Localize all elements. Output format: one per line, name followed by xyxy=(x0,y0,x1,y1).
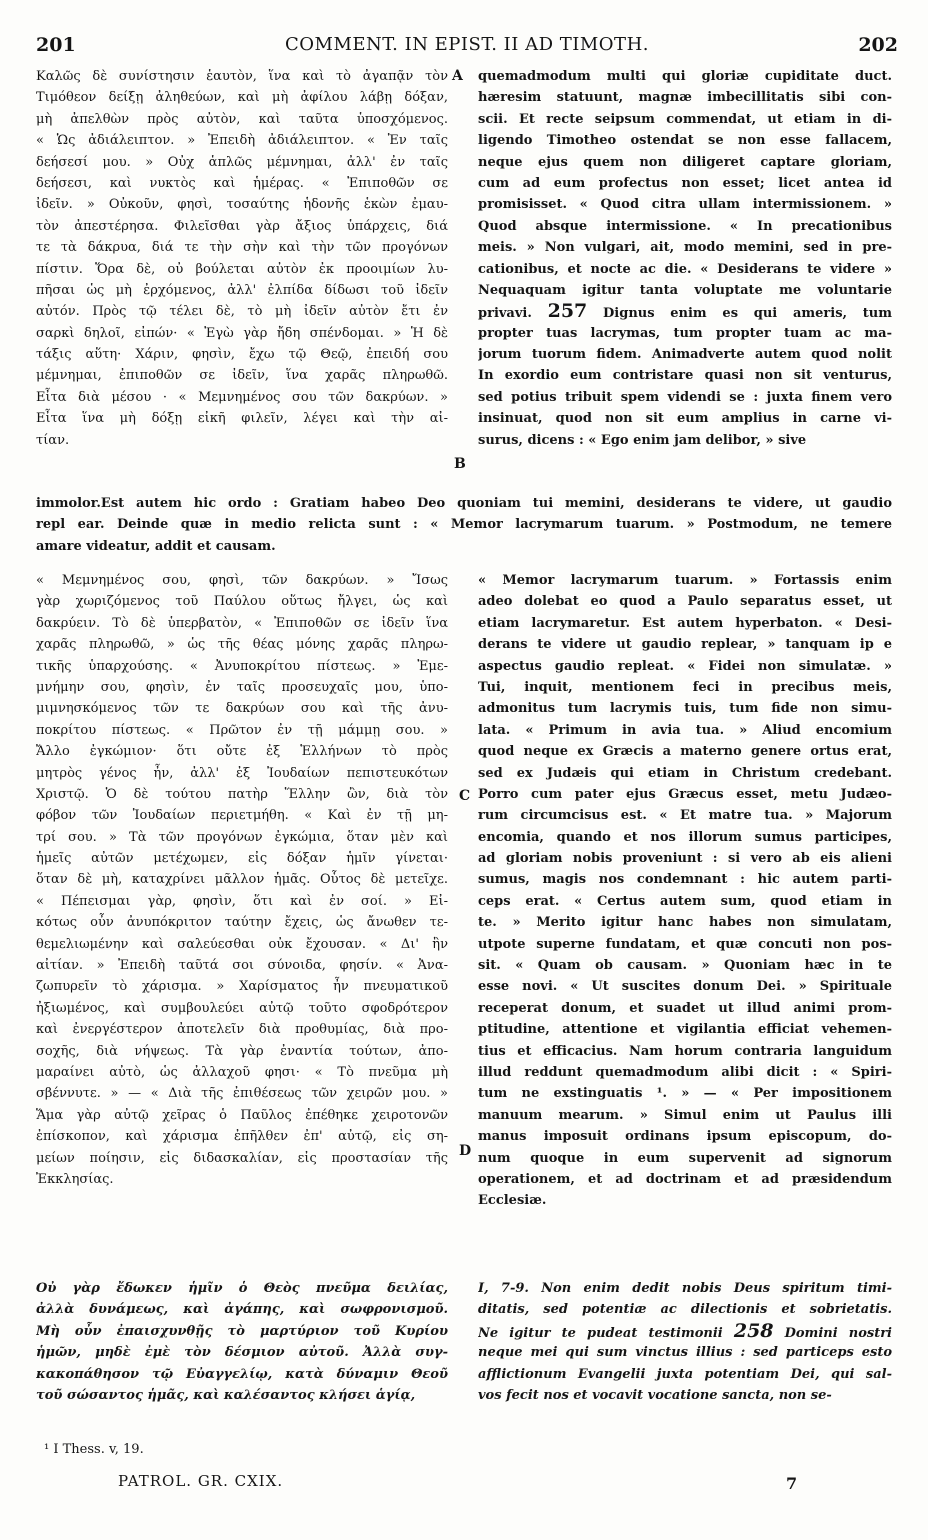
text-line: αἰτίαν. » Ἐπειδὴ ταῦτά σοι σύνοιδα, φησίν. « Ἀνα- xyxy=(36,958,448,974)
text-line: κακοπάθησον τῷ Εὐαγγελίῳ, κατὰ δύναμιν Θεοῦ xyxy=(36,1366,448,1382)
text-line: quod neque ex Græcis a materno genere ortus erat, xyxy=(478,744,892,760)
text-line: promisisset. « Quod citra ullam intermissionem. » xyxy=(478,197,892,213)
text-line: χαρᾶς πληρωθῶ, » ὡς τῆς θέας μόνης χαρᾶς πληρω- xyxy=(36,637,448,653)
text-line: repl ear. Deinde quæ in medio relicta sunt : « Memor lacrymarum tuarum. » Postmodum, ne temere xyxy=(36,517,892,533)
text-line: sed ex Judæis qui etiam in Christum credebant. xyxy=(478,765,892,781)
left-page-number: 201 xyxy=(36,34,76,56)
text-line: Εἶτα ἵνα μὴ δόξῃ εἰκῆ φιλεῖν, λέγει καὶ τὴν αἰ- xyxy=(36,411,448,427)
text-line: utpote superne fundatam, et quæ concuti non pos- xyxy=(478,936,892,952)
text-line: neque ejus quem non diligeret captare gloriam, xyxy=(478,154,892,170)
text-line: rum circumcisus est. « Et matre tua. » Majorum xyxy=(478,808,892,824)
text-line: Nequaquam igitur tanta voluptate me voluntarie xyxy=(478,282,892,298)
right-page-number: 202 xyxy=(858,34,898,56)
text-line: Ecclesiæ. xyxy=(478,1193,547,1209)
running-title: COMMENT. IN EPIST. II AD TIMOTH. xyxy=(285,34,649,55)
text-line: encomia, quando et nos illorum sumus participes, xyxy=(478,829,892,845)
text-line: Ne igitur te pudeat testimonii 258 Domini nostri xyxy=(478,1320,892,1342)
greek-scripture-text xyxy=(36,1278,448,1406)
text-line: sit. « Quam ob causam. » Quoniam hæc in te xyxy=(478,958,892,974)
margin-marker-b: B xyxy=(454,456,466,472)
text-line: Quod absque intermissione. « In precationibus xyxy=(478,218,892,234)
greek-column-block2 xyxy=(36,570,448,1190)
text-line: « Ὡς ἀδιάλειπτον. » Ἐπειδὴ ἀδιάλειπτον. « Ἐν ταῖς xyxy=(36,133,448,149)
text-line: « Memor lacrymarum tuarum. » Fortassis enim xyxy=(478,573,892,588)
text-line: afflictionum Evangelii juxta potentiam Dei, qui sal- xyxy=(478,1366,892,1382)
text-line: ὅταν δὲ μὴ, καταχρίνει μᾶλλον ἡμᾶς. Οὗτος δὲ μετεῖχε. xyxy=(36,872,448,888)
text-line: surus, dicens : « Ego enim jam delibor, » sive xyxy=(478,432,807,448)
text-line: etiam lacrymaretur. Est autem hyperbaton. « Desi- xyxy=(478,615,892,631)
text-line: τε τὰ δάκρυα, διά τε τὴν σὴν καὶ τὴν τῶν προγόνων xyxy=(36,240,448,256)
latin-column-block2 xyxy=(478,570,892,1212)
text-line: tum ne exstinguatis ¹. » — « Per impositionem xyxy=(478,1086,892,1102)
text-line: Εἶτα διὰ μέσου · « Μεμνημένος σου τῶν δακρύων. » xyxy=(36,389,448,405)
text-line: num quoque in eum supervenit ad signorum xyxy=(478,1150,892,1166)
text-line: propter tuas lacrymas, tum propter tuam ac ma- xyxy=(478,325,892,341)
text-line: ἡμεῖς αὐτῶν μετέχωμεν, εἰς δόξαν ἡμῖν γίνεται· xyxy=(36,851,448,867)
signature-number: 7 xyxy=(786,1474,798,1493)
text-line: aspectus gaudio repleat. « Fidei non simulatæ. » xyxy=(478,658,892,674)
text-line: derans te videre ut gaudio replear, » tanquam ip e xyxy=(478,637,892,653)
text-line: hæresim statuunt, magnæ imbecillitatis sibi con- xyxy=(478,90,892,106)
text-line: immolor.Est autem hic ordo : Gratiam habeo Deo quoniam tui memini, desiderans te videre, ut gaudio xyxy=(36,496,892,511)
margin-marker-a: A xyxy=(452,68,463,84)
text-line: ceps erat. « Certus autem sum, quod etiam in xyxy=(478,893,892,909)
text-line: μνήμην σου, φησὶν, ἐν ταῖς προσευχαῖς μου, ὑπο- xyxy=(36,679,448,695)
text-line: μητρὸς γένος ἦν, ἀλλ' ἐξ Ἰουδαίων πεπιστευκότων xyxy=(36,765,448,781)
text-line: privavi. 257 Dignus enim es qui ameris, tum xyxy=(478,301,892,323)
text-line: quemadmodum multi qui gloriæ cupiditate duct. xyxy=(478,69,892,84)
footnote: ¹ I Thess. v, 19. xyxy=(44,1442,144,1457)
printer-signature: PATROL. GR. CXIX. xyxy=(118,1472,284,1490)
latin-column-block1 xyxy=(478,66,892,451)
text-line: τικῆς ὑπαρχούσης. « Ἀνυποκρίτου πίστεως. » Ἐμε- xyxy=(36,658,448,674)
text-line: ligendo Timotheo ostendat se non esse fallacem, xyxy=(478,133,892,149)
text-line: lata. « Primum in avia tua. » Aliud encomium xyxy=(478,722,892,738)
text-line: ἠξιωμένος, καὶ συμβουλεύει αὐτῷ τοῦτο σφοδρότερον xyxy=(36,1000,448,1016)
text-line: neque mei qui sum vinctus illius : sed particeps esto xyxy=(478,1345,892,1361)
text-line: admonitus tum lacrymis tuis, tum fide non simu- xyxy=(478,701,892,717)
text-line: sumus, magis nos condemnant : hic autem parti- xyxy=(478,872,892,888)
text-line: ἰδεῖν. » Οὐκοῦν, φησὶ, τοσαύτης ἡδονῆς ἑκὼν ἐμαυ- xyxy=(36,197,448,213)
text-line: καὶ ἐνεργέστερον ἀποτελεῖν διὰ προθυμίας, διὰ προ- xyxy=(36,1022,448,1038)
text-line: ditatis, sed potentiæ ac dilectionis et sobrietatis. xyxy=(478,1302,892,1318)
text-line: κότως οὖν ἀνυπόκριτον ταύτην ἔχεις, ὡς ἄνωθεν τε- xyxy=(36,915,448,931)
latin-scripture-text xyxy=(478,1278,892,1406)
text-line: μείων ποίησιν, εἰς διδασκαλίαν, εἰς προστασίαν τῆς xyxy=(36,1150,448,1166)
text-line: scii. Et recte seipsum commendat, ut etiam in di- xyxy=(478,111,892,127)
text-line: μαραίνει αὐτὸ, ὡς ἀλλαχοῦ φησι· « Τὸ πνεῦμα μὴ xyxy=(36,1064,448,1080)
text-line: ποκρίτου πίστεως. « Πρῶτον ἐν τῇ μάμμῃ σου. » xyxy=(36,722,448,738)
text-line: ἡμῶν, μηδὲ ἐμὲ τὸν δέσμιον αὐτοῦ. Ἀλλὰ συγ- xyxy=(36,1345,448,1361)
text-line: Porro cum pater ejus Græcus esset, metu Judæo- xyxy=(478,786,892,802)
text-line: τὸν ἀπεστέρησα. Φιλεῖσθαι γὰρ ἄξιος ὑπάρχεις, διά xyxy=(36,218,448,234)
text-line: μιμνησκόμενος τῶν τε δακρύων σου καὶ τῆς ἀνυ- xyxy=(36,701,448,717)
text-line: ptitudine, attentione et vigilantia efficiat vehemen- xyxy=(478,1022,892,1038)
text-line: μὴ ἀπελθὼν πρὸς αὐτὸν, καὶ ταῦτα ὑποσχόμενος. xyxy=(36,111,448,127)
text-line: Ἅμα γὰρ αὐτῷ χεῖρας ὁ Παῦλος ἐπέθηκε χειροτονῶν xyxy=(36,1107,448,1123)
text-line: μέμνημαι, ἐπιποθῶν σε ἰδεῖν, ἵνα χαρᾶς πληρωθῶ. xyxy=(36,368,448,384)
text-line: illud reddunt quemadmodum alibi dicit : « Spiri- xyxy=(478,1064,892,1080)
margin-marker-d: D xyxy=(459,1143,472,1159)
text-line: δακρύειν. Τὸ δὲ ὑπερβατὸν, « Ἐπιποθῶν σε ἰδεῖν ἵνα xyxy=(36,615,448,631)
text-line: Tui, inquit, mentionem feci in precibus meis, xyxy=(478,679,892,695)
text-line: Χριστῷ. Ὁ δὲ τούτου πατὴρ Ἕλλην ὢν, διὰ τὸν xyxy=(36,786,448,802)
text-line: « Μεμνημένος σου, φησὶ, τῶν δακρύων. » Ἴσως xyxy=(36,573,448,588)
page-number-marker: 258 xyxy=(733,1320,774,1342)
text-line: πῆσαι ὡς μὴ ἐρχόμενος, ἀλλ' ἐλπίδα δίδωσι τοῦ ἰδεῖν xyxy=(36,282,448,298)
text-line: amare videatur, addit et causam. xyxy=(36,538,276,554)
text-line: Οὐ γὰρ ἔδωκεν ἡμῖν ὁ Θεὸς πνεῦμα δειλίας, xyxy=(36,1281,448,1296)
text-line: Καλῶς δὲ συνίστησιν ἑαυτὸν, ἵνα καὶ τὸ ἀγαπᾷν τὸν xyxy=(36,69,448,84)
text-line: adeo dolebat eo quod a Paulo separatus esset, ut xyxy=(478,594,892,610)
text-line: receperat donum, et suadet ut illud animi prom- xyxy=(478,1000,892,1016)
text-line: αὐτόν. Πρὸς τῷ τέλει δὲ, τὸ μὴ ἰδεῖν αὐτὸν ἔτι ἐν xyxy=(36,304,448,320)
text-line: πίστιν. Ὅρα δὲ, οὐ βούλεται αὐτὸν ἐκ προοιμίων λυ- xyxy=(36,261,448,277)
text-line: In exordio eum contristare quasi non sit venturus, xyxy=(478,368,892,384)
text-line: Ἄλλο ἐγκώμιον· ὅτι οὔτε ἐξ Ἑλλήνων τὸ πρὸς xyxy=(36,744,448,760)
text-line: ζωπυρεῖν τὸ χάρισμα. » Χαρίσματος ἦν πνευματικοῦ xyxy=(36,979,448,995)
text-line: τρί σου. » Τὰ τῶν προγόνων ἐγκώμια, ὅταν μὲν καὶ xyxy=(36,829,448,845)
text-line: σβέννυτε. » — « Διὰ τῆς ἐπιθέσεως τῶν χειρῶν μου. » xyxy=(36,1086,448,1102)
text-line: Ἐκκλησίας. xyxy=(36,1171,114,1187)
text-line: tius et efficacius. Nam horum contraria languidum xyxy=(478,1043,892,1059)
text-line: esse novi. « Ut suscites donum Dei. » Spirituale xyxy=(478,979,892,995)
text-line: τάξις αὕτη· Χάριν, φησὶν, ἔχω τῷ Θεῷ, ἐπειδή σου xyxy=(36,347,448,363)
text-line: φόβον τῶν Ἰουδαίων περιετμήθη. « Καὶ ἐν τῇ μη- xyxy=(36,808,448,824)
text-line: θεμελιωμένην καὶ σαλεύεσθαι οὐκ ἔχουσαν. « Δι' ἣν xyxy=(36,936,448,952)
text-line: Μὴ οὖν ἐπαισχυνθῇς τὸ μαρτύριον τοῦ Κυρίου xyxy=(36,1323,448,1339)
latin-full-width-block xyxy=(36,493,892,557)
text-line: operationem, et ad doctrinam et ad præsidendum xyxy=(478,1171,892,1187)
text-line: jorum tuorum fidem. Animadverte autem quod nolit xyxy=(478,347,892,363)
text-line: sed potius tribuit spem videndi se : juxta finem vero xyxy=(478,389,892,405)
text-line: ἐπίσκοπον, καὶ χάρισμα ἐπῆλθεν ἐπ' αὐτῷ, εἰς ση- xyxy=(36,1129,448,1145)
text-line: vos fecit nos et vocavit vocatione sancta, non se- xyxy=(478,1387,832,1403)
text-line: I, 7-9. Non enim dedit nobis Deus spiritum timi- xyxy=(478,1281,892,1296)
margin-marker-c: C xyxy=(459,788,471,804)
text-line: τοῦ σώσαντος ἡμᾶς, καὶ καλέσαντος κλήσει ἁγίᾳ, xyxy=(36,1387,416,1403)
text-line: insinuat, quod non sit eum amplius in carne vi- xyxy=(478,411,892,427)
greek-column-block1 xyxy=(36,66,448,451)
page-number-marker: 257 xyxy=(547,301,588,323)
text-line: meis. » Non vulgari, ait, modo memini, sed in pre- xyxy=(478,240,892,256)
text-line: σοχῆς, διὰ νήψεως. Τὰ γὰρ ἐναντία τούτων, ἀπο- xyxy=(36,1043,448,1059)
text-line: δεήσεσι, καὶ νυκτὸς καὶ ἡμέρας. « Ἐπιποθῶν σε xyxy=(36,175,448,191)
running-header xyxy=(36,34,898,58)
text-line: δεήσεσί μου. » Οὐχ ἁπλῶς μέμνημαι, ἀλλ' ἐν ταῖς xyxy=(36,154,448,170)
text-line: σαρκὶ δηλοῖ, εἰπών· « Ἐγὼ γὰρ ἤδη σπένδομαι. » Ἡ δὲ xyxy=(36,325,448,341)
text-line: cationibus, et nocte ac die. « Desiderans te videre » xyxy=(478,261,892,277)
text-line: ad gloriam nobis proveniunt : si vero ab eis alieni xyxy=(478,851,892,867)
text-line: Τιμόθεον δείξῃ ἀληθεύων, καὶ μὴ ἀφίλου λάβῃ δόξαν, xyxy=(36,90,448,106)
text-line: « Πέπεισμαι γὰρ, φησὶν, ὅτι καὶ ἐν σοί. » Εἰ- xyxy=(36,893,448,909)
text-line: te. » Merito igitur hanc habes non simulatam, xyxy=(478,915,892,931)
text-line: ἀλλὰ δυνάμεως, καὶ ἀγάπης, καὶ σωφρονισμοῦ. xyxy=(36,1302,448,1318)
text-line: τίαν. xyxy=(36,432,70,448)
text-line: γὰρ χωριζόμενος τοῦ Παύλου οὕτως ἤλγει, ὡς καὶ xyxy=(36,594,448,610)
text-line: cum ad eum profectus non esset; licet antea id xyxy=(478,175,892,191)
text-line: manuum mearum. » Simul enim ut Paulus illi xyxy=(478,1107,892,1123)
text-line: manus imposuit ordinans ipsum episcopum, do- xyxy=(478,1129,892,1145)
